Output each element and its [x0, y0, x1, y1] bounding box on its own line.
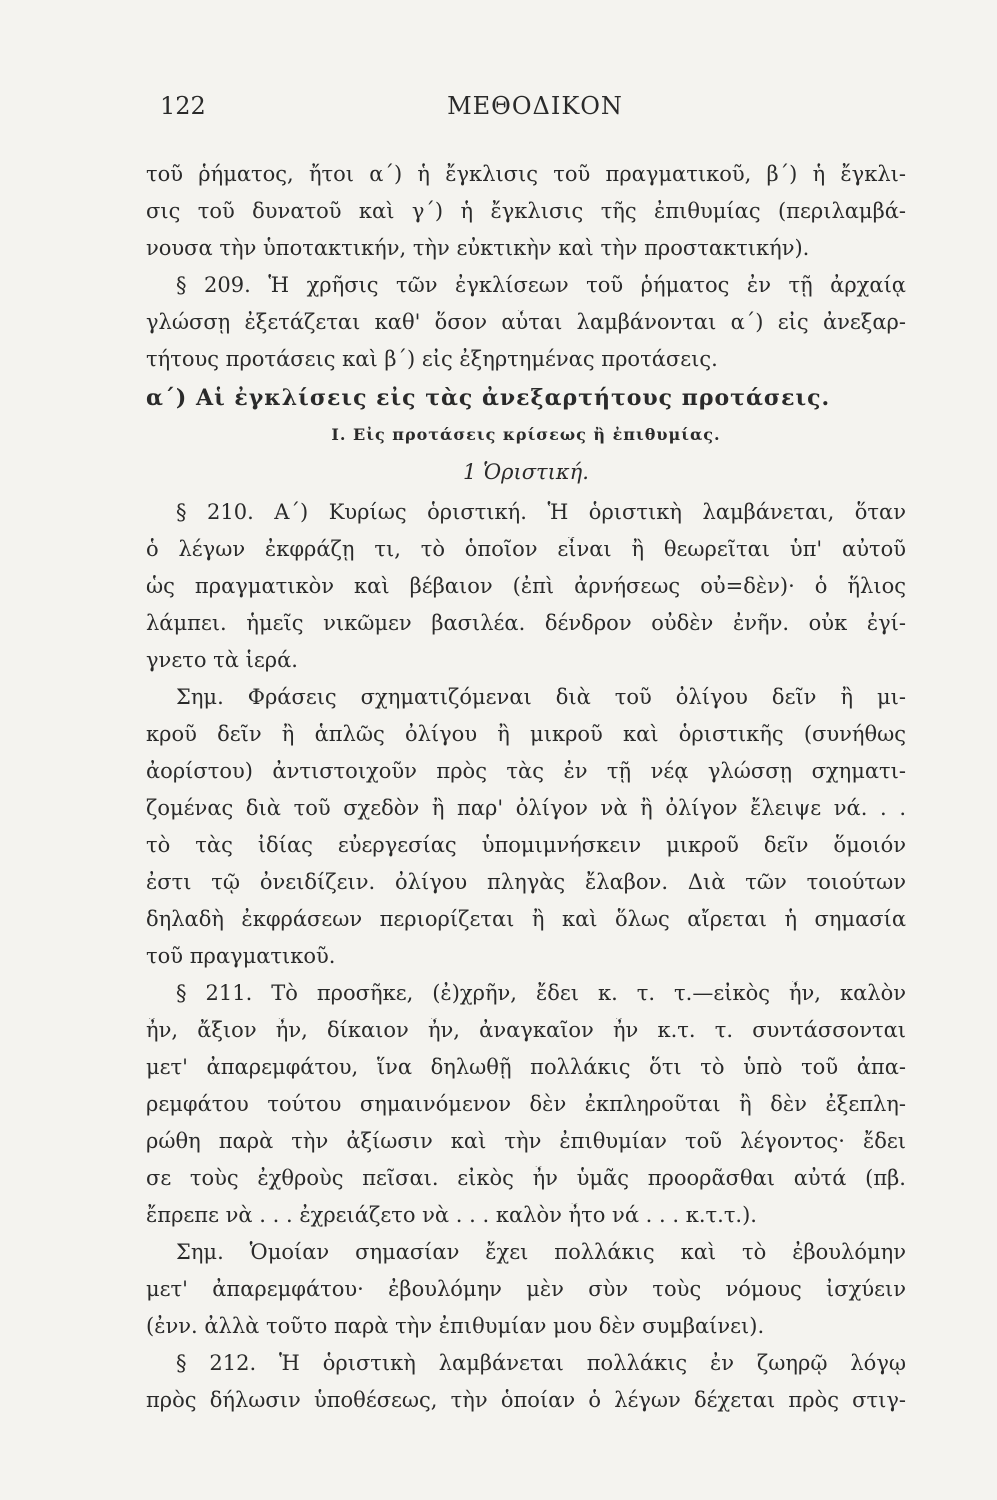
- text-line: ἦν, ἄξιον ἦν, δίκαιον ἦν, ἀναγκαῖον ἦν κ.τ. τ. συντάσσονται: [146, 1018, 906, 1042]
- text-line: ὡς πραγματικὸν καὶ βέβαιον (ἐπὶ ἀρνήσεως οὐ=δὲν)· ὁ ἥλιος: [146, 574, 906, 598]
- text-line: ρεμφάτου τούτου σημαινόμενον δὲν ἐκπληροῦται ἢ δὲν ἐξεπλη-: [146, 1092, 906, 1116]
- subsubsection-heading: 1 Ὁριστική.: [463, 460, 589, 484]
- text-line: γλώσσῃ ἐξετάζεται καθ' ὅσον αὗται λαμβάνονται α΄) εἰς ἀνεξαρ-: [146, 310, 906, 334]
- text-line: τήτους προτάσεις καὶ β΄) εἰς ἐξηρτημένας προτάσεις.: [146, 347, 718, 371]
- paragraph-start-212: § 212. Ἡ ὁριστικὴ λαμβάνεται πολλάκις ἐν ζωηρῷ λόγῳ: [176, 1351, 906, 1375]
- paragraph-start-209: § 209. Ἡ χρῆσις τῶν ἐγκλίσεων τοῦ ῥήματος ἐν τῇ ἀρχαίᾳ: [176, 273, 906, 297]
- text-line: (ἐνν. ἀλλὰ τοῦτο παρὰ τὴν ἐπιθυμίαν μου δὲν συμβαίνει).: [146, 1314, 765, 1338]
- text-line: τοῦ ῥήματος, ἤτοι α΄) ἡ ἔγκλισις τοῦ πραγματικοῦ, β΄) ἡ ἔγκλι-: [146, 162, 906, 186]
- text-line: ἐστι τῷ ὀνειδίζειν. ὀλίγου πληγὰς ἔλαβον. Διὰ τῶν τοιούτων: [146, 870, 906, 894]
- text-line: ἔπρεπε νὰ . . . ἐχρειάζετο νὰ . . . καλὸν ἦτο νά . . . κ.τ.τ.).: [146, 1203, 757, 1227]
- text-line: λάμπει. ἡμεῖς νικῶμεν βασιλέα. δένδρον οὐδὲν ἐνῆν. οὐκ ἐγί-: [146, 611, 906, 635]
- note-start: Σημ. Φράσεις σχηματιζόμεναι διὰ τοῦ ὀλίγου δεῖν ἢ μι-: [176, 685, 906, 709]
- note-start: Σημ. Ὁμοίαν σημασίαν ἔχει πολλάκις καὶ τὸ ἐβουλόμην: [176, 1240, 906, 1264]
- text-line: ὁ λέγων ἐκφράζῃ τι, τὸ ὁποῖον εἶναι ἢ θεωρεῖται ὑπ' αὐτοῦ: [146, 537, 906, 561]
- text-line: μετ' ἀπαρεμφάτου· ἐβουλόμην μὲν σὺν τοὺς νόμους ἰσχύειν: [146, 1277, 906, 1301]
- text-line: γνετο τὰ ἱερά.: [146, 648, 298, 672]
- text-line: ρώθη παρὰ τὴν ἀξίωσιν καὶ τὴν ἐπιθυμίαν τοῦ λέγοντος· ἔδει: [146, 1129, 906, 1153]
- subsection-heading: I. Εἰς προτάσεις κρίσεως ἢ ἐπιθυμίας.: [331, 425, 721, 444]
- paragraph-start-210: § 210. Α΄) Κυρίως ὁριστική. Ἡ ὁριστικὴ λαμβάνεται, ὅταν: [176, 500, 906, 524]
- text-line: ζομένας διὰ τοῦ σχεδὸν ἢ παρ' ὀλίγον νὰ ἢ ὀλίγον ἔλειψε νά. . .: [146, 796, 906, 820]
- text-line: ἀορίστου) ἀντιστοιχοῦν πρὸς τὰς ἐν τῇ νέᾳ γλώσσῃ σχηματι-: [146, 759, 906, 783]
- text-line: δηλαδὴ ἐκφράσεων περιορίζεται ἢ καὶ ὅλως αἴρεται ἡ σημασία: [146, 907, 906, 931]
- text-line: τοῦ πραγματικοῦ.: [146, 944, 336, 968]
- page-header: [160, 92, 910, 132]
- text-line: κροῦ δεῖν ἢ ἁπλῶς ὀλίγου ἢ μικροῦ καὶ ὁριστικῆς (συνήθως: [146, 722, 906, 746]
- paragraph-start-211: § 211. Τὸ προσῆκε, (ἐ)χρῆν, ἔδει κ. τ. τ.—εἰκὸς ἦν, καλὸν: [176, 981, 906, 1005]
- section-heading: α΄) Αἱ ἐγκλίσεις εἰς τὰς ἀνεξαρτήτους προτάσεις.: [146, 385, 831, 411]
- text-line: μετ' ἀπαρεμφάτου, ἵνα δηλωθῇ πολλάκις ὅτι τὸ ὑπὸ τοῦ ἀπα-: [146, 1055, 906, 1079]
- text-line: πρὸς δήλωσιν ὑποθέσεως, τὴν ὁποίαν ὁ λέγων δέχεται πρὸς στιγ-: [146, 1388, 906, 1412]
- running-title: ΜΕΘΟΔΙΚΟΝ: [447, 92, 623, 120]
- page-number: 122: [160, 92, 206, 120]
- text-line: τὸ τὰς ἰδίας εὐεργεσίας ὑπομιμνήσκειν μικροῦ δεῖν ὅμοιόν: [146, 833, 906, 857]
- text-line: σε τοὺς ἐχθροὺς πεῖσαι. εἰκὸς ἦν ὑμᾶς προορᾶσθαι αὐτά (πβ.: [146, 1166, 906, 1190]
- text-line: σις τοῦ δυνατοῦ καὶ γ΄) ἡ ἔγκλισις τῆς ἐπιθυμίας (περιλαμβά-: [146, 199, 906, 223]
- text-line: νουσα τὴν ὑποτακτικήν, τὴν εὐκτικὴν καὶ τὴν προστακτικήν).: [146, 236, 810, 260]
